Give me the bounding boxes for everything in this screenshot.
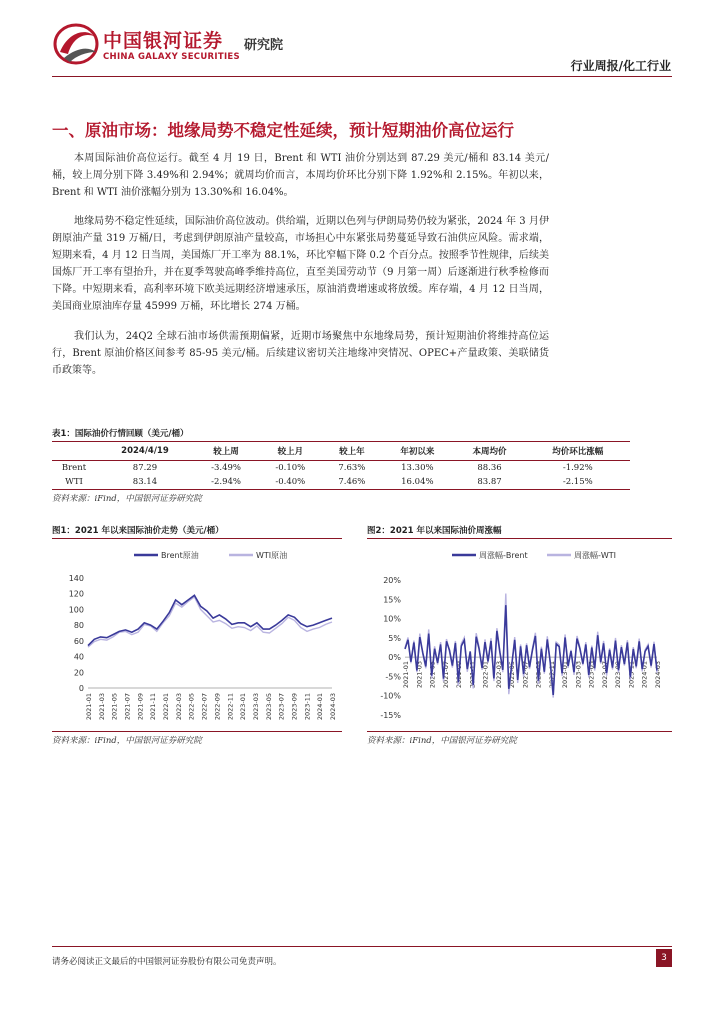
x-tick-label: 2023-07 xyxy=(277,693,286,721)
section-title: 一、原油市场：地缘局势不稳定性延续，预计短期油价高位运行 xyxy=(52,121,514,140)
x-tick-label: 2021-05 xyxy=(428,661,437,689)
logo-institute: 研究院 xyxy=(244,38,284,53)
x-tick-label: 2021-05 xyxy=(110,693,119,721)
paragraph-2 xyxy=(52,213,549,315)
x-tick-label: 2023-03 xyxy=(251,693,260,721)
table-header-cell xyxy=(52,442,96,461)
x-tick-label: 2021-11 xyxy=(468,661,477,689)
y-tick-label: 0 xyxy=(78,684,84,693)
table-row xyxy=(52,461,630,476)
table-header-cell: 较上周 xyxy=(194,442,258,461)
x-tick-label: 2021-11 xyxy=(149,693,158,721)
x-tick-label: 2021-07 xyxy=(123,693,132,721)
y-tick-label: 20 xyxy=(73,668,84,678)
x-tick-label: 2022-07 xyxy=(200,693,209,721)
table-cell: -2.94% xyxy=(194,475,258,490)
table-cell: 7.46% xyxy=(322,475,381,490)
y-tick-label: 5% xyxy=(388,633,401,643)
paragraph-2-text: 地缘局势不稳定性延续，国际油价高位波动。供给端，近期以色列与伊朗局势仍较为紧张，2024 年 3 月伊朗原油产量 319 万桶/日，考虑到伊朗原油产量较高，市场担心中东紧张局势蔓延导致石油供应风险。需求端，短期来看，4 月 12 日当周，美国炼厂开工率为 88.1%，环比窄幅下降 0.2 个百分点。按照季节性规律，后续美国炼厂开工率有望抬升，并在夏季驾驶高峰季维持高位，直至美国劳动节（9 月第一周）后逐渐进行秋季检修而下降。中短期来看，高利率环境下欧美远期经济增速承压，原油消费增速或将放缓。库存端，4 月 12 日当周，美国商业原油库存量 45999 万桶，环比增长 274 万桶。 xyxy=(52,216,549,312)
table-caption: 表1：国际油价行情回顾（美元/桶） xyxy=(52,429,189,439)
header-divider xyxy=(52,76,672,77)
table-cell: 83.14 xyxy=(96,475,194,490)
y-tick-label: 15% xyxy=(383,595,401,605)
x-tick-label: 2023-09 xyxy=(614,661,623,689)
x-tick-label: 2023-03 xyxy=(574,661,583,689)
chart1-svg xyxy=(52,545,352,727)
table-cell: -0.40% xyxy=(258,475,322,490)
x-tick-label: 2023-09 xyxy=(290,693,299,721)
x-tick-label: 2024-03 xyxy=(329,693,337,721)
footer-disclaimer: 请务必阅读正文最后的中国银河证券股份有限公司免责声明。 xyxy=(52,957,282,967)
table-header-cell: 均价环比涨幅 xyxy=(526,442,630,461)
y-tick-label: -10% xyxy=(380,691,401,701)
x-tick-label: 2022-01 xyxy=(481,661,490,689)
price-table xyxy=(52,441,630,490)
y-tick-label: 10% xyxy=(383,614,401,624)
x-tick-label: 2021-01 xyxy=(402,661,410,689)
chart1-source: 资料来源：iFind，中国银河证券研究院 xyxy=(52,736,202,746)
chart1-caption-divider xyxy=(52,538,342,539)
logo-company-name: 中国银河证券 xyxy=(103,30,224,52)
x-tick-label: 2022-03 xyxy=(174,693,183,721)
x-tick-label: 2021-03 xyxy=(415,661,424,689)
logo-company-english: CHINA GALAXY SECURITIES xyxy=(103,52,240,62)
x-tick-label: 2021-09 xyxy=(455,661,464,689)
table-header-cell: 较上年 xyxy=(322,442,381,461)
table-header-cell: 较上月 xyxy=(258,442,322,461)
y-tick-label: -5% xyxy=(385,672,401,682)
x-tick-label: 2023-01 xyxy=(239,693,248,721)
x-tick-label: 2022-07 xyxy=(521,661,530,689)
chart1-bottom-divider xyxy=(52,731,342,732)
table-cell: 16.04% xyxy=(381,475,453,490)
x-tick-label: 2023-07 xyxy=(600,661,609,689)
table-cell: -3.49% xyxy=(211,463,241,473)
page-number: 3 xyxy=(656,949,672,967)
table-cell: 13.30% xyxy=(401,463,434,473)
footer-divider xyxy=(52,946,672,947)
chart2-source: 资料来源：iFind，中国银河证券研究院 xyxy=(367,736,517,746)
table-header-cell: 本周均价 xyxy=(453,442,525,461)
paragraph-3-text: 我们认为，24Q2 全球石油市场供需预期偏紧，近期市场聚焦中东地缘局势，预计短期油价将维持高位运行，Brent 原油价格区间参考 85-95 美元/桶。后续建议密切关注地缘冲突情况、OPEC+产量政策、美联储货币政策等。 xyxy=(52,331,549,376)
table-cell: -2.15% xyxy=(526,475,630,490)
table-header-row xyxy=(52,442,630,461)
table-cell: Brent xyxy=(61,463,87,473)
y-tick-label: 60 xyxy=(73,636,84,646)
series-line xyxy=(88,597,332,647)
y-tick-label: 0% xyxy=(388,653,401,663)
paragraph-1 xyxy=(52,150,549,201)
report-type: 行业周报/化工行业 xyxy=(570,59,671,73)
table-cell: WTI xyxy=(52,475,96,490)
y-tick-label: 100 xyxy=(68,605,84,615)
x-tick-label: 2023-05 xyxy=(587,661,596,689)
x-tick-label: 2022-11 xyxy=(547,661,556,689)
x-tick-label: 2022-05 xyxy=(187,693,196,721)
x-tick-label: 2024-03 xyxy=(654,661,662,689)
x-tick-label: 2023-11 xyxy=(627,661,636,689)
chart1-caption: 图1：2021 年以来国际油价走势（美元/桶） xyxy=(52,526,224,536)
table-cell: 88.36 xyxy=(477,463,502,473)
table-cell: 83.87 xyxy=(453,475,525,490)
table-cell: 87.29 xyxy=(132,463,158,473)
paragraph-1-text: 本周国际油价高位运行。截至 4 月 19 日，Brent 和 WTI 油价分别达到 87.29 美元/桶和 83.14 美元/桶，较上周分别下降 3.49%和 2.94%；就周均价而言，本周均价环比分别下降 1.92%和 2.15%。年初以来，Brent 和 WTI 油价涨幅分别为 13.30%和 16.04%。 xyxy=(52,153,549,198)
x-tick-label: 2022-09 xyxy=(534,661,543,689)
x-tick-label: 2022-09 xyxy=(213,693,222,721)
y-tick-label: 80 xyxy=(73,621,84,631)
x-tick-label: 2023-01 xyxy=(561,661,570,689)
x-tick-label: 2021-01 xyxy=(85,693,93,721)
chart2-caption: 图2：2021 年以来国际油价周涨幅 xyxy=(367,526,502,536)
legend-label: 周涨幅-WTI xyxy=(574,551,617,560)
chart2-caption-divider xyxy=(367,538,672,539)
chart2-svg xyxy=(367,545,672,727)
x-tick-label: 2022-11 xyxy=(226,693,235,721)
x-tick-label: 2024-01 xyxy=(316,693,325,721)
x-tick-label: 2022-03 xyxy=(494,661,503,689)
legend-label: WTI原油 xyxy=(256,551,288,560)
chart2-bottom-divider xyxy=(367,731,672,732)
table-cell: -1.92% xyxy=(562,463,593,473)
x-tick-label: 2021-03 xyxy=(97,693,106,721)
company-logo-mark xyxy=(52,22,100,66)
x-tick-label: 2021-07 xyxy=(441,661,450,689)
table-cell: -0.10% xyxy=(275,463,306,473)
table-header-cell: 年初以来 xyxy=(381,442,453,461)
y-tick-label: 20% xyxy=(383,576,401,585)
table-source: 资料来源：iFind，中国银河证券研究院 xyxy=(52,494,202,504)
x-tick-label: 2022-01 xyxy=(162,693,171,721)
y-tick-label: 120 xyxy=(68,589,84,599)
x-tick-label: 2024-01 xyxy=(640,661,649,689)
table-header-cell: 2024/4/19 xyxy=(96,442,194,461)
legend-label: 周涨幅-Brent xyxy=(479,551,528,560)
table-row xyxy=(52,475,630,490)
x-tick-label: 2023-11 xyxy=(303,693,312,721)
paragraph-3 xyxy=(52,328,549,379)
table-cell: 7.63% xyxy=(338,463,366,473)
y-tick-label: -15% xyxy=(380,711,401,720)
y-tick-label: 140 xyxy=(68,574,84,583)
legend-label: Brent原油 xyxy=(161,551,199,560)
x-tick-label: 2022-05 xyxy=(508,661,517,689)
x-tick-label: 2023-05 xyxy=(264,693,273,721)
x-tick-label: 2021-09 xyxy=(136,693,145,721)
y-tick-label: 40 xyxy=(73,652,84,662)
